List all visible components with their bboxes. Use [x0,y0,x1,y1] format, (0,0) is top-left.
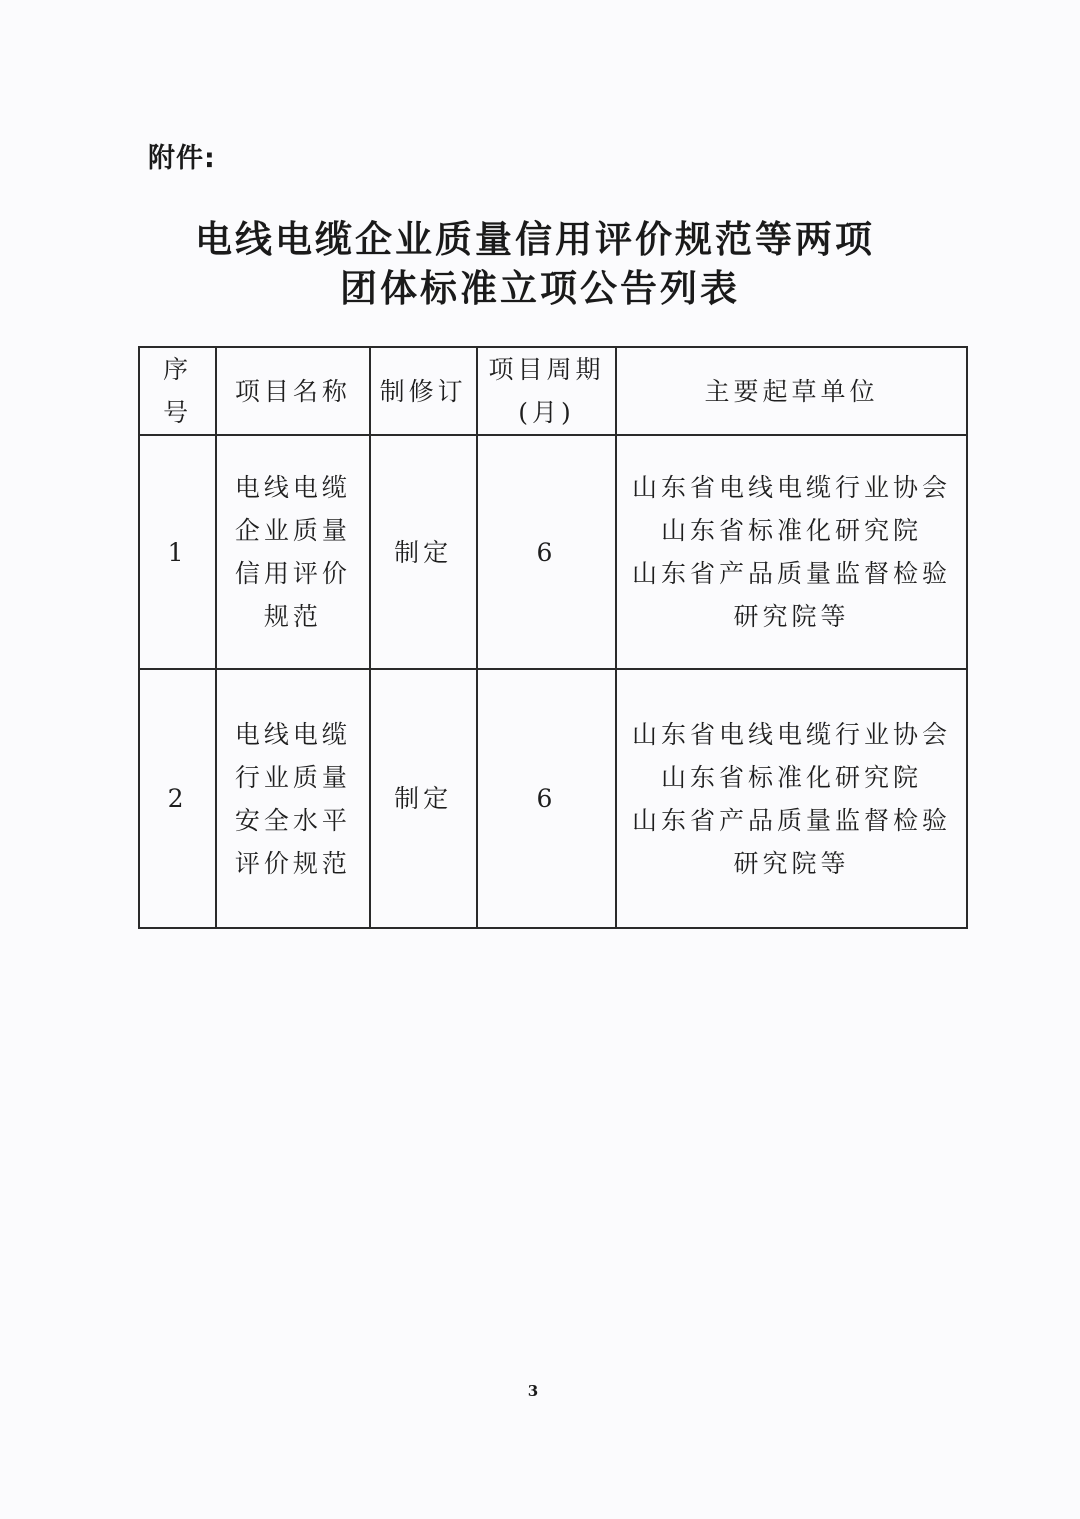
unit-line: 研究院等 [733,602,850,631]
unit-line: 山东省产品质量监督检验 [632,559,952,588]
cell-name [216,435,369,669]
cell-unit [616,669,967,928]
header-cycle [477,347,616,435]
document-title-line2: 团体标准立项公告列表 [340,266,740,310]
header-type: 制修订 [370,347,477,435]
name-line: 安全水平 [234,805,351,835]
unit-line: 研究院等 [733,848,850,878]
page-number: 3 [527,1382,539,1400]
cell-cycle: 6 [477,669,616,928]
table-row [139,435,967,669]
cell-seq: 1 [139,435,216,669]
table-header-row [139,347,967,435]
name-line: 企业质量 [234,516,351,545]
name-line: 行业质量 [234,762,351,792]
name-line: 信用评价 [234,559,351,588]
header-seq-line1: 序 [163,355,193,384]
cell-name [216,669,369,928]
cell-type: 制定 [370,669,477,928]
name-line: 电线电缆 [234,473,351,502]
name-line: 电线电缆 [234,719,351,749]
unit-line: 山东省产品质量监督检验 [632,805,952,835]
name-line: 评价规范 [234,848,351,878]
cell-seq: 2 [139,669,216,928]
unit-line: 山东省标准化研究院 [661,762,923,792]
header-seq [139,347,216,435]
header-name: 项目名称 [216,347,369,435]
header-cycle-line1: 项目周期 [488,355,605,384]
header-seq-line2: 号 [163,398,193,427]
cell-cycle: 6 [477,435,616,669]
cell-unit [616,435,967,669]
document-title-line1: 电线电缆企业质量信用评价规范等两项 [195,217,875,261]
header-unit: 主要起草单位 [616,347,967,435]
cell-type: 制定 [370,435,477,669]
standards-list-table [138,346,968,929]
name-line: 规范 [263,602,322,631]
unit-line: 山东省电线电缆行业协会 [632,719,952,749]
attachment-label: 附件: [148,143,216,174]
header-cycle-line2: (月) [518,398,575,427]
unit-line: 山东省标准化研究院 [661,516,923,545]
table-row [139,669,967,928]
unit-line: 山东省电线电缆行业协会 [632,473,952,502]
